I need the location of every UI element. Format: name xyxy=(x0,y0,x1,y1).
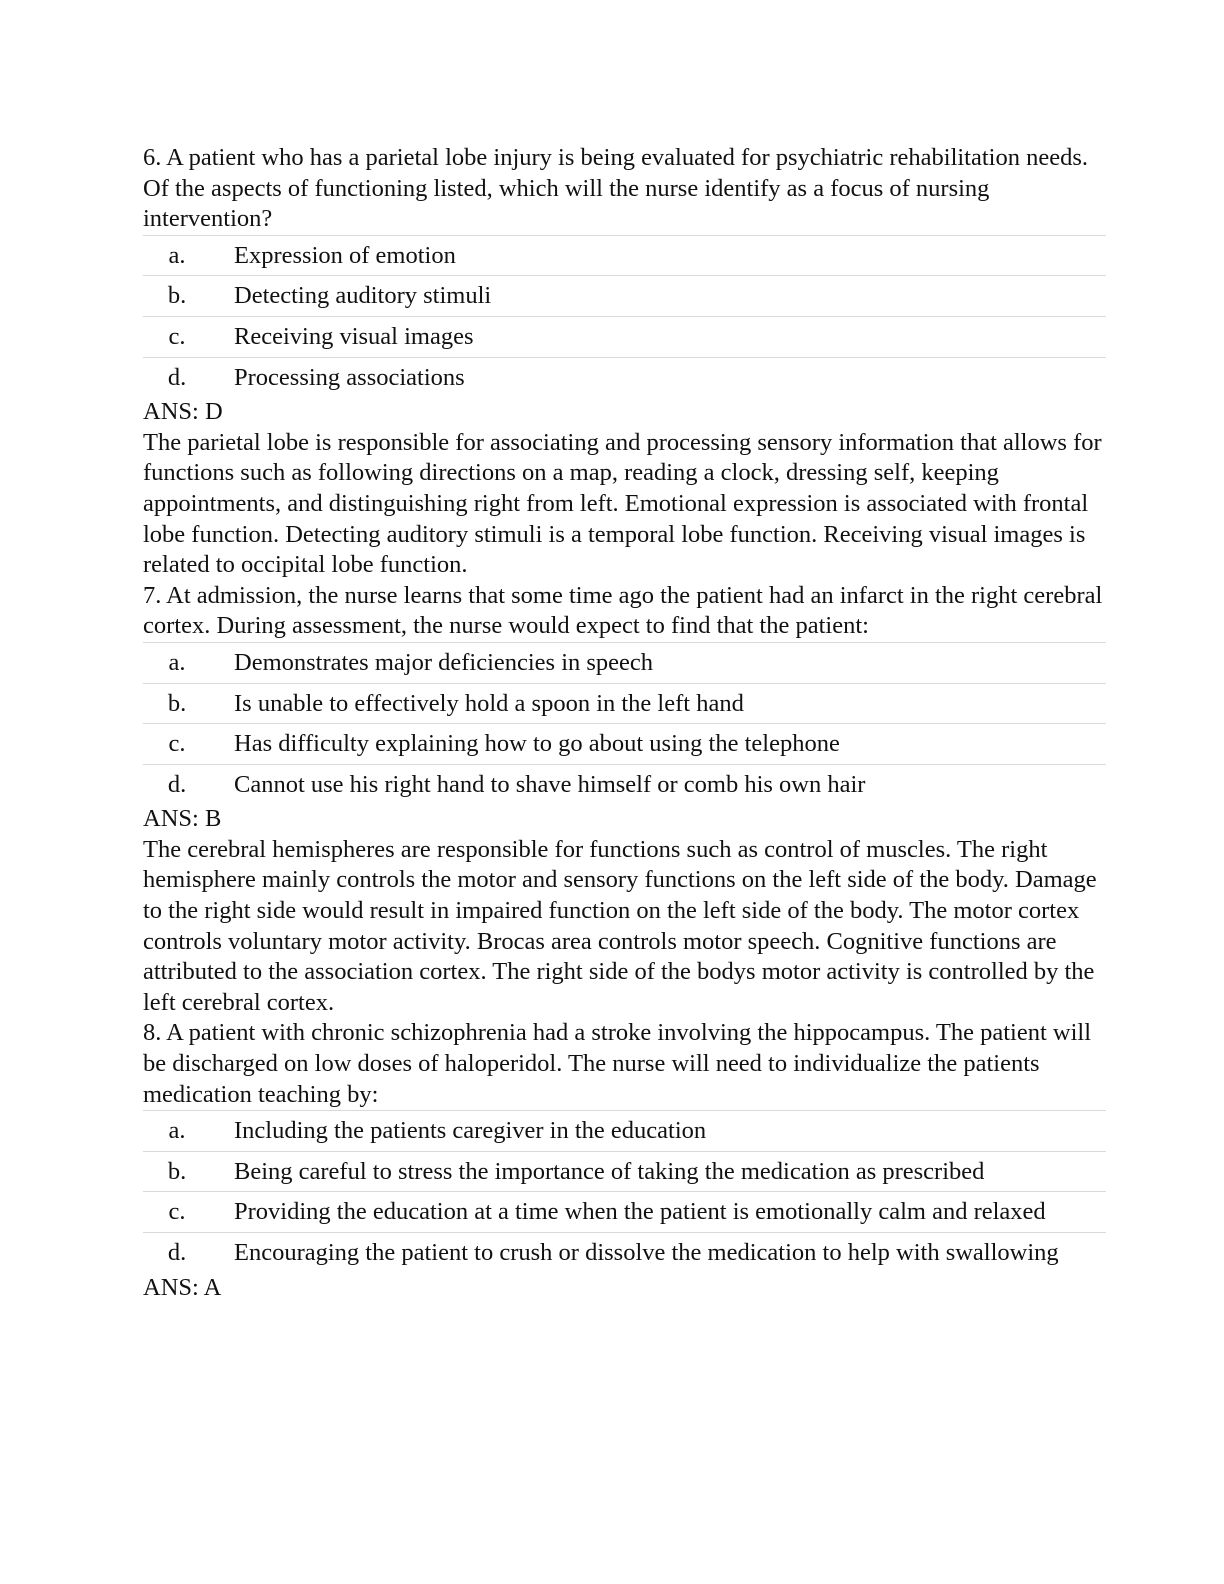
rationale: The parietal lobe is responsible for associating and processing sensory information that allows for functions such as following directions on a map, reading a clock, dressing self, keeping appointments, and distinguishing right from left. Emotional expression is associated with frontal lobe function. Detecting auditory stimuli is a temporal lobe function. Receiving visual images is related to occipital lobe function. xyxy=(143,428,1102,579)
option-text: Being careful to stress the importance of taking the medication as prescribed xyxy=(234,1157,985,1185)
option-letter: c. xyxy=(168,730,186,758)
question-stem: 8. A patient with chronic schizophrenia had a stroke involving the hippocampus. The patient will be discharged on low doses of haloperidol. The nurse will need to individualize the patients medication teaching by: xyxy=(143,1019,1092,1108)
option-text: Expression of emotion xyxy=(234,241,456,269)
option-letter: c. xyxy=(168,322,186,350)
option-letter: d. xyxy=(167,363,187,391)
option-b xyxy=(143,684,1106,725)
option-letter: d. xyxy=(167,770,187,798)
question-stem: 7. At admission, the nurse learns that some time ago the patient had an infarct in the right cerebral cortex. During assessment, the nurse would expect to find that the patient: xyxy=(143,581,1103,640)
option-letter: b. xyxy=(167,689,187,717)
answer-key: ANS: A xyxy=(143,1273,222,1301)
question-6 xyxy=(143,143,1106,581)
answer-options xyxy=(143,1110,1106,1272)
question-stem: 6. A patient who has a parietal lobe injury is being evaluated for psychiatric rehabilitation needs. Of the aspects of functioning listed, which will the nurse identify as a focus of nursing intervention? xyxy=(143,144,1089,233)
option-text: Is unable to effectively hold a spoon in the left hand xyxy=(234,689,744,717)
option-text: Detecting auditory stimuli xyxy=(234,282,492,310)
option-letter: c. xyxy=(168,1198,186,1226)
option-a xyxy=(143,236,1106,277)
option-text: Demonstrates major deficiencies in speech xyxy=(234,648,654,676)
option-letter: b. xyxy=(167,1157,187,1185)
option-a xyxy=(143,1111,1106,1152)
option-d xyxy=(143,765,1106,805)
option-text: Including the patients caregiver in the education xyxy=(234,1117,707,1145)
question-7 xyxy=(143,581,1106,1019)
answer-options xyxy=(143,642,1106,804)
option-text: Encouraging the patient to crush or dissolve the medication to help with swallowing xyxy=(234,1239,1059,1266)
option-letter: b. xyxy=(167,282,187,310)
document-page xyxy=(143,143,1106,1303)
option-letter: a. xyxy=(168,241,186,269)
option-text: Has difficulty explaining how to go about using the telephone xyxy=(234,730,840,758)
option-letter: a. xyxy=(168,1117,186,1145)
rationale: The cerebral hemispheres are responsible for functions such as control of muscles. The right hemisphere mainly controls the motor and sensory functions on the left side of the body. Damage to the right side would result in impaired function on the left side of the body. The motor cortex controls voluntary motor activity. Brocas area controls motor speech. Cognitive functions are attributed to the association cortex. The right side of the bodys motor activity is controlled by the left cerebral cortex. xyxy=(143,835,1097,1016)
question-8 xyxy=(143,1018,1106,1303)
option-text: Processing associations xyxy=(234,363,465,391)
option-c xyxy=(143,724,1106,765)
option-c xyxy=(143,1192,1106,1233)
option-c xyxy=(143,317,1106,358)
answer-options xyxy=(143,235,1106,397)
option-text: Receiving visual images xyxy=(234,322,474,350)
option-b xyxy=(143,1152,1106,1193)
option-a xyxy=(143,643,1106,684)
option-text: Providing the education at a time when the patient is emotionally calm and relaxed xyxy=(234,1198,1046,1226)
option-letter: a. xyxy=(168,648,186,676)
option-b xyxy=(143,276,1106,317)
answer-key: ANS: D xyxy=(143,398,223,426)
option-d xyxy=(143,358,1106,398)
option-text: Cannot use his right hand to shave himself or comb his own hair xyxy=(234,770,866,798)
answer-key: ANS: B xyxy=(143,805,222,833)
option-d xyxy=(143,1233,1106,1273)
option-letter: d. xyxy=(167,1239,187,1266)
